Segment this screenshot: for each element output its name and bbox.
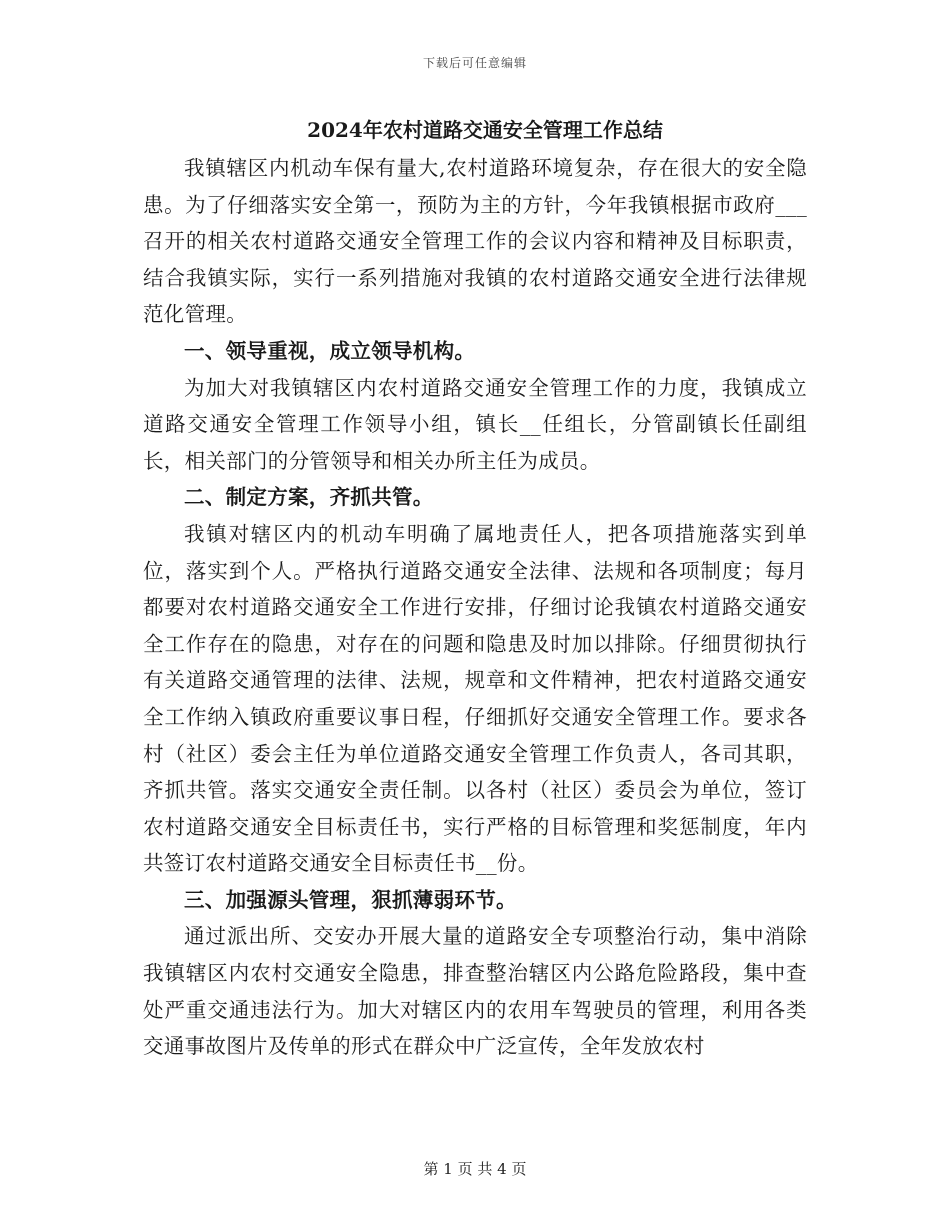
section-heading-1: 一、领导重视，成立领导机构。	[184, 338, 476, 363]
intro-paragraph: 我镇辖区内机动车保有量大,农村道路环境复杂，存在很大的安全隐患。为了仔细落实安全第一，预防为主的方针，今年我镇根据市政府___召开的相关农村道路交通安全管理工作的会议内容和精神及目标职责，结合我镇实际，实行一系列措施对我镇的农村道路交通安全进行法律规范化管理。	[143, 156, 807, 327]
page-footer: 第 1 页 共 4 页	[423, 1160, 527, 1178]
section-1-paragraph: 为加大对我镇辖区内农村道路交通安全管理工作的力度，我镇成立道路交通安全管理工作领导小组，镇长__任组长，分管副镇长任副组长，相关部门的分管领导和相关办所主任为成员。	[143, 375, 807, 473]
document-body	[143, 110, 807, 1065]
section-heading-3: 三、加强源头管理，狠抓薄弱环节。	[184, 887, 517, 912]
section-3-paragraph: 通过派出所、交安办开展大量的道路安全专项整治行动，集中消除我镇辖区内农村交通安全隐患，排查整治辖区内公路危险路段，集中查处严重交通违法行为。加大对辖区内的农用车驾驶员的管理，利用各类交通事故图片及传单的形式在群众中广泛宣传，全年发放农村	[143, 924, 807, 1059]
document-title: 2024年农村道路交通安全管理工作总结	[307, 118, 663, 142]
section-heading-2: 二、制定方案，齐抓共管。	[184, 485, 434, 510]
page-header: 下载后可任意编辑	[422, 56, 527, 70]
section-2-paragraph: 我镇对辖区内的机动车明确了属地责任人，把各项措施落实到单位，落实到个人。严格执行道路交通安全法律、法规和各项制度；每月都要对农村道路交通安全工作进行安排，仔细讨论我镇农村道路交通安全工作存在的隐患，对存在的问题和隐患及时加以排除。仔细贯彻执行有关道路交通管理的法律、法规，规章和文件精神，把农村道路交通安全工作纳入镇政府重要议事日程，仔细抓好交通安全管理工作。要求各村（社区）委会主任为单位道路交通安全管理工作负责人，各司其职，齐抓共管。落实交通安全责任制。以各村（社区）委员会为单位，签订农村道路交通安全目标责任书，实行严格的目标管理和奖惩制度，年内共签订农村道路交通安全目标责任书__份。	[143, 521, 807, 876]
